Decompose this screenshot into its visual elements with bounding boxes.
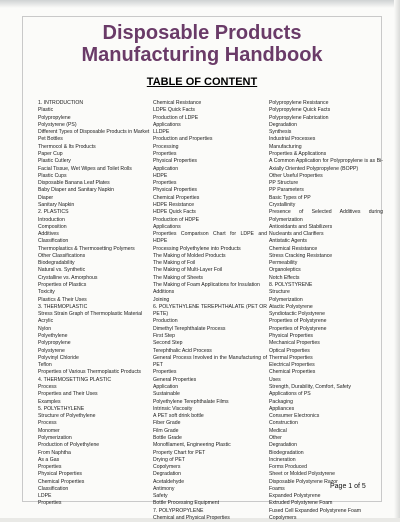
toc-column-1 [38, 100, 152, 508]
toc-entry: Property Chart for PET [153, 449, 206, 456]
toc-entry: Bottle Grade [153, 434, 182, 441]
toc-entry: HDPE [153, 172, 168, 179]
toc-entry: Incineration [269, 456, 296, 463]
toc-entry: Uses [269, 376, 281, 383]
toc-entry: Thermoplastics & Thermosetting Polymers [38, 245, 135, 252]
toc-entry: Nylon [38, 325, 52, 332]
toc-entry: Copolymers [153, 464, 181, 471]
toc-entry: Properties [153, 180, 177, 187]
toc-entry: 8. POLYSTYRENE [269, 282, 313, 289]
toc-entry: Physical Properties [153, 158, 197, 165]
toc-entry: Chemical Properties [153, 194, 200, 201]
toc-entry: Degradation [269, 442, 298, 449]
toc-entry: Medical [269, 427, 287, 434]
toc-entry: Sheet or Molded Polystyrene [269, 471, 336, 478]
toc-entry: 7. POLYPROPYLENE [153, 507, 204, 514]
toc-entry: Organoleptics [269, 267, 301, 274]
page-right-edge [394, 0, 400, 518]
toc-entry: Physical Properties [269, 333, 313, 339]
toc-entry: Antimony [153, 485, 175, 492]
toc-entry: Crystallinity [269, 201, 296, 208]
toc-entry: Plastics & Their Uses [38, 296, 87, 303]
toc-entry: Disposable Banana Leaf Plates [38, 180, 110, 187]
toc-entry: Industrial Processes [269, 136, 316, 143]
toc-entry: Polymerization [38, 434, 72, 441]
toc-entry: Fiber Grade [153, 420, 181, 427]
toc-entry: PP Structure [269, 180, 299, 187]
toc-entry: Other Useful Properties [269, 172, 323, 179]
toc-entry: Drying of PET [153, 456, 185, 463]
toc-entry: Plastic Cups [38, 172, 67, 179]
toc-entry: Polypropylene [38, 114, 71, 121]
toc-column-3 [269, 100, 383, 522]
toc-entry: Chemical Properties [38, 478, 85, 485]
toc-entry: Safety [153, 493, 168, 500]
toc-entry: As a Gas [38, 456, 60, 463]
toc-entry: Properties & Applications [269, 150, 327, 157]
toc-entry: Properties [153, 150, 177, 157]
toc-entry: Process [38, 383, 57, 390]
toc-entry: Sustainable [153, 391, 180, 398]
toc-entry: Strength, Durability, Comfort, Safety [269, 383, 351, 390]
toc-entry: Plastic Cutlery [38, 158, 71, 165]
toc-entry: Chemical Resistance [269, 245, 318, 252]
document-title [22, 22, 382, 66]
toc-entry: Syndiotactic Polystyrene [269, 311, 326, 318]
toc-entry: 1. INTRODUCTION [38, 100, 84, 106]
toc-entry: Properties [153, 369, 177, 376]
page-top-edge [0, 0, 400, 8]
toc-entry: Paper Cup [38, 150, 63, 157]
toc-entry: Antioxidants and Stabilizers [269, 223, 333, 230]
toc-entry: Foams [269, 485, 285, 492]
toc-entry: 2. PLASTICS [38, 209, 69, 216]
toc-entry: Thermocol & Its Products [38, 143, 96, 150]
toc-entry: Properties of Polystyrene [269, 325, 327, 332]
toc-entry: General Process Involved in the Manufacturing of PET [153, 354, 267, 369]
toc-entry: A PET soft drink bottle [153, 413, 204, 420]
toc-entry: Structure of Polyethylene [38, 413, 96, 420]
toc-entry: Extruded Polystyrene Foam [269, 500, 333, 507]
toc-entry: Polymerization [269, 296, 303, 303]
toc-entry: Applications of PS [269, 391, 311, 398]
toc-entry: Classification [38, 238, 69, 245]
toc-entry: Production of HDPE [153, 216, 200, 223]
toc-entry: Plastic [38, 107, 54, 114]
toc-entry: Processing [153, 143, 179, 150]
toc-entry: Thermal Properties [269, 354, 313, 361]
toc-entry: The Making of Multi-Layer Foil [153, 267, 223, 274]
toc-entry: The Making of Foam Applications for Insulation [153, 282, 260, 289]
toc-entry: General Properties [153, 376, 197, 383]
toc-entry: Composition [38, 223, 67, 230]
toc-entry: Properties of Polystyrene [269, 318, 327, 325]
toc-entry: Production and Properties [153, 136, 213, 143]
toc-entry: Polystyrene (PS) [38, 121, 77, 128]
toc-entry: Physical Properties [38, 471, 82, 478]
toc-entry: Polypropylene Fabrication [269, 114, 329, 121]
toc-entry: Facial Tissue, Wet Wipes and Toilet Rolls [38, 165, 132, 172]
toc-entry: Diaper [38, 194, 54, 201]
toc-entry: Other [269, 434, 282, 441]
toc-entry: Manufacturing [269, 143, 302, 150]
toc-entry: Polyethylene [38, 333, 68, 339]
toc-entry: Applications [153, 121, 181, 128]
toc-entry: Stress Cracking Resistance [269, 252, 333, 259]
toc-entry: Packaging [269, 398, 294, 405]
title-line-1: Disposable Products [102, 22, 302, 44]
toc-entry: Classification [38, 485, 69, 492]
toc-entry: Biodegradation [269, 449, 304, 456]
toc-entry: Chemical and Physical Properties [153, 515, 230, 522]
toc-entry: 6. POLYETHYLENE TEREPHTHALATE (PET OR PETE) [153, 303, 267, 318]
toc-entry: Production [153, 318, 178, 325]
toc-entry: Stress Strain Graph of Thermoplastic Material [38, 311, 143, 318]
toc-heading: TABLE OF CONTENT [146, 76, 258, 88]
toc-entry: Toxicity [38, 289, 55, 296]
toc-entry: Chemical Properties [269, 369, 316, 376]
toc-entry: HDPE Resistance [153, 201, 195, 208]
toc-entry: Properties [38, 464, 62, 471]
toc-entry: Production of Polyethylene [38, 442, 100, 449]
toc-entry: Atactic Polystyrene [269, 303, 313, 310]
toc-entry: A Common Application for Polypropylene is as Bi-Axially Oriented Polypropylene (BOPP) [269, 158, 383, 172]
toc-entry: Polypropylene Quick Facts [269, 107, 331, 114]
toc-entry: Properties Comparison Chart for LDPE and HDPE [153, 231, 267, 245]
toc-entry: LDPE Quick Facts [153, 107, 195, 114]
toc-entry: Joining [153, 296, 170, 303]
title-line-2: Manufacturing Handbook [81, 44, 323, 66]
toc-entry: Additions [153, 289, 175, 296]
toc-entry: Physical Properties [153, 187, 197, 194]
toc-entry: Bottle Processing Equipment [153, 500, 220, 507]
toc-entry: 4. THERMOSETTING PLASTIC [38, 376, 112, 383]
toc-entry: Antistatic Agents [269, 238, 308, 245]
toc-entry: The Making of Sheets [153, 274, 204, 281]
toc-entry: Expanded Polystyrene [269, 493, 321, 500]
toc-entry: The Making of Foil [153, 260, 196, 267]
toc-entry: Nucleants and Clarifiers [269, 231, 324, 238]
toc-entry: Optical Properties [269, 347, 310, 354]
toc-entry: Intrinsic Viscosity [153, 405, 193, 412]
toc-entry: Additives [38, 231, 59, 238]
toc-entry: Polypropylene [38, 340, 71, 347]
toc-entry: Synthesis [269, 129, 292, 136]
toc-entry: Pet Bottles [38, 136, 63, 143]
toc-entry: Terephthalic Acid Process [153, 347, 212, 354]
toc-entry: 5. POLYETHYLENE [38, 405, 85, 412]
toc-entry: Properties and Their Uses [38, 391, 98, 398]
toc-entry: LDPE [38, 493, 52, 500]
toc-entry: Polyethylene Terephthalate Films [153, 398, 229, 405]
toc-entry: Appliances [269, 405, 295, 412]
toc-entry: Fused Cell Expanded Polystyrene Foam [269, 507, 362, 514]
toc-entry: PP Parameters [269, 187, 304, 194]
toc-entry: Polyvinyl Chloride [38, 354, 79, 361]
toc-entry: Baby Diaper and Sanitary Napkin [38, 187, 115, 194]
toc-entry: Properties of Various Thermoplastic Products [38, 369, 141, 376]
toc-entry: Degradation [269, 121, 298, 128]
toc-entry: Other Classifications [38, 252, 86, 259]
toc-entry: Notch Effects [269, 274, 300, 281]
toc-entry: Presence of Selected Additives during Polymerization [269, 209, 383, 223]
toc-entry: Processing Polyethylene into Products [153, 245, 241, 252]
toc-entry: Properties [38, 500, 62, 507]
toc-entry: Chemical Resistance [153, 100, 202, 106]
toc-entry: Application [153, 165, 179, 172]
toc-entry: Introduction [38, 216, 65, 223]
toc-entry: Mechanical Properties [269, 340, 320, 347]
toc-entry: The Making of Molded Products [153, 252, 226, 259]
toc-entry: Production of LDPE [153, 114, 199, 121]
toc-entry: Monofilament, Engineering Plastic [153, 442, 231, 449]
toc-entry: Consumer Electronics [269, 413, 320, 420]
toc-entry: LLDPE [153, 129, 170, 136]
toc-entry: Applications [153, 223, 181, 230]
toc-entry: Dimethyl Terephthalate Process [153, 325, 226, 332]
toc-entry: Biodegradability [38, 260, 75, 267]
toc-entry: Acetaldehyde [153, 478, 185, 485]
toc-entry: Permeability [269, 260, 298, 267]
toc-entry: Crystalline vs. Amorphous [38, 274, 98, 281]
toc-column-2 [153, 100, 267, 522]
toc-entry: Natural vs. Synthetic [38, 267, 86, 274]
toc-entry: Construction [269, 420, 298, 427]
toc-entry: Teflon [38, 362, 52, 369]
toc-entry: Disposable Polystyrene Razor [269, 478, 338, 485]
toc-entry: Film Grade [153, 427, 179, 434]
toc-entry: Degradation [153, 471, 182, 478]
toc-entry: Properties of Plastics [38, 282, 87, 289]
toc-entry: Structure [269, 289, 290, 296]
toc-entry: 3. THERMOPLASTIC [38, 303, 88, 310]
toc-entry: Second Step [153, 340, 183, 347]
toc-entry: Application [153, 383, 179, 390]
toc-entry: Basic Types of PP [269, 194, 311, 201]
toc-entry: Process [38, 420, 57, 427]
toc-entry: HDPE Quick Facts [153, 209, 196, 216]
toc-entry: Polypropylene Resistance [269, 100, 329, 106]
page-number: Page 1 of 5 [330, 483, 366, 490]
toc-entry: Sanitary Napkin [38, 201, 75, 208]
toc-entry: From Naphtha [38, 449, 71, 456]
toc-entry: Different Types of Disposable Products in Market [38, 129, 150, 136]
toc-entry: Forms Produced [269, 464, 307, 471]
toc-entry: Monomer [38, 427, 60, 434]
toc-entry: Examples [38, 398, 61, 405]
toc-entry: Acrylic [38, 318, 54, 325]
toc-entry: First Step [153, 333, 175, 339]
toc-entry: Copolymers [269, 515, 297, 522]
toc-entry: Electrical Properties [269, 362, 315, 369]
toc-entry: Polystyrene [38, 347, 65, 354]
